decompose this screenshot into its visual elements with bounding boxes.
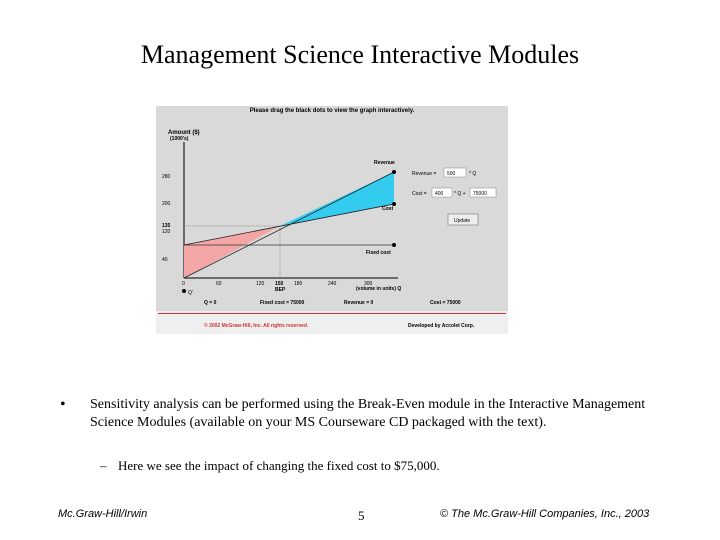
break-even-module-screenshot xyxy=(156,106,508,334)
q-drag-dot[interactable] xyxy=(182,289,186,293)
y-tick-label: 135 xyxy=(162,223,171,229)
break-even-graph xyxy=(156,106,508,311)
x-tick-label: 180 xyxy=(294,281,303,287)
module-copyright: © 2002 McGraw-Hill, Inc. All rights reserved. xyxy=(204,323,309,329)
status-revenue: Revenue = 0 xyxy=(344,300,374,306)
revenue-input-unit: * Q xyxy=(469,171,477,177)
y-axis-unit-label: (1000's) xyxy=(170,136,189,142)
module-footer xyxy=(156,311,508,334)
revenue-line-label: Revenue xyxy=(374,160,395,166)
y-tick-label: 120 xyxy=(162,229,171,235)
loss-area xyxy=(184,226,280,278)
bullet-text: Sensitivity analysis can be performed using the Break-Even module in the Interactive Management Science Modules (available on your MS Courseware CD packaged with the text). xyxy=(90,397,646,430)
bep-label: BEP xyxy=(275,287,286,293)
q-dot-label: Q' xyxy=(188,290,193,296)
page-number: 5 xyxy=(358,508,365,523)
fixed-cost-line-label: Fixed cost xyxy=(366,250,391,256)
fixed-cost-input-value: 75000 xyxy=(473,191,487,197)
y-tick-label: 200 xyxy=(162,201,171,207)
status-cost: Cost = 75000 xyxy=(430,300,461,306)
y-axis-label: Amount ($) xyxy=(168,130,200,136)
bullet-marker: • xyxy=(60,396,66,413)
x-tick-label: 0 xyxy=(182,281,185,287)
cost-line xyxy=(184,204,394,245)
revenue-input-value: 500 xyxy=(447,171,456,177)
cost-input-label: Cost = xyxy=(412,191,427,197)
revenue-drag-dot[interactable] xyxy=(392,170,396,174)
status-fixed-cost: Fixed cost = 75000 xyxy=(260,300,305,306)
module-developer: Developed by Accolet Corp. xyxy=(408,323,475,329)
revenue-input-label: Revenue = xyxy=(412,171,437,177)
x-axis-label: (volume in units) Q xyxy=(356,286,402,292)
slide-title: Management Science Interactive Modules xyxy=(140,40,580,69)
footer-publisher: Mc.Graw-Hill/Irwin xyxy=(58,508,148,520)
sub-bullet-text: Here we see the impact of changing the fixed cost to $75,000. xyxy=(118,458,440,473)
status-q: Q = 0 xyxy=(204,300,217,306)
x-tick-label: 240 xyxy=(328,281,337,287)
update-button-label: Update xyxy=(454,218,471,224)
y-tick-label: 280 xyxy=(162,174,171,180)
cost-line-label: Cost xyxy=(382,206,394,212)
footer-copyright: © The Mc.Graw-Hill Companies, Inc., 2003 xyxy=(440,508,650,520)
sub-bullet-marker: – xyxy=(100,458,107,473)
x-tick-label: 120 xyxy=(256,281,265,287)
x-tick-label: 300 xyxy=(364,281,373,287)
x-tick-label: 60 xyxy=(216,281,222,287)
x-tick-label: 150 xyxy=(275,281,284,287)
y-tick-label: 40 xyxy=(162,257,168,263)
revenue-line xyxy=(184,172,394,278)
variable-cost-input-value: 400 xyxy=(435,191,444,197)
profit-area xyxy=(280,172,394,226)
footer-divider xyxy=(158,313,506,314)
variable-cost-input-unit: * Q + xyxy=(454,191,466,197)
fixed-cost-drag-dot[interactable] xyxy=(392,243,396,247)
module-instruction: Please drag the black dots to view the graph interactively. xyxy=(249,108,415,114)
